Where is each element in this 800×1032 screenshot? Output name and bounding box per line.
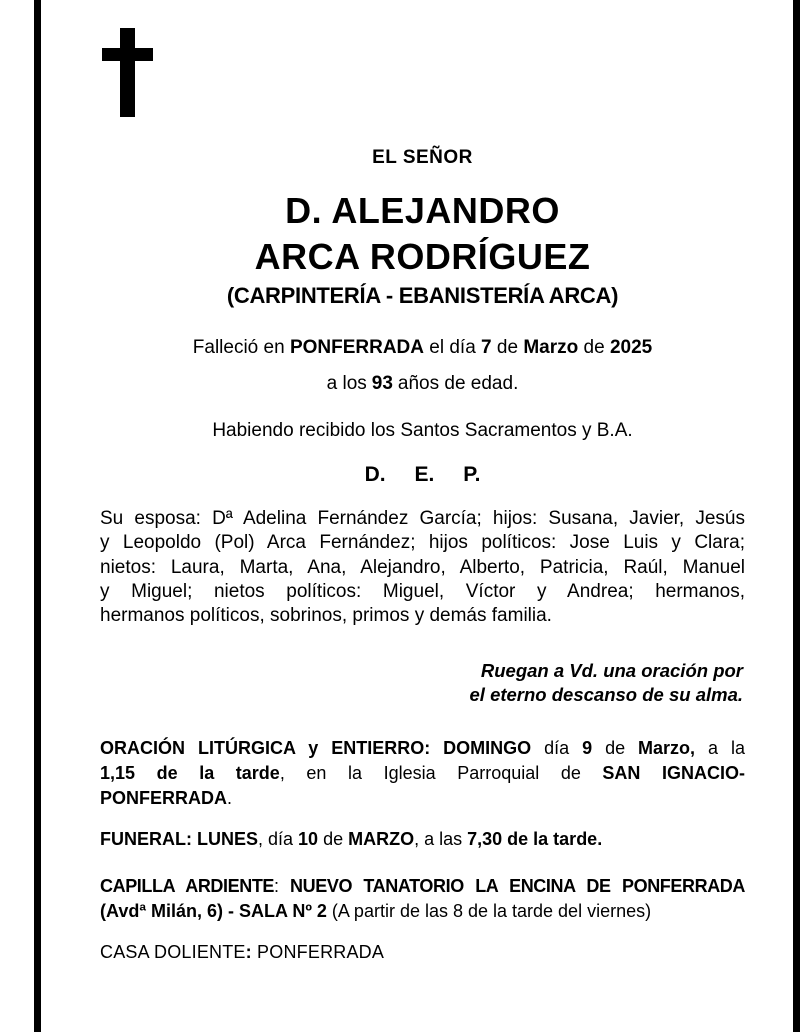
family-paragraph <box>100 507 745 628</box>
funeral-line: FUNERAL: LUNES, día 10 de MARZO, a las 7,30 de la tarde. <box>100 829 603 849</box>
honorific: EL SEÑOR <box>372 147 473 168</box>
family-line: Su esposa: Dª Adelina Fernández García; hijos: Susana, Javier, Jesús <box>100 508 745 529</box>
liturgy-line: 1,15 de la tarde, en la Iglesia Parroquial de SAN IGNACIO- <box>100 763 745 783</box>
family-line: y Leopoldo (Pol) Arca Fernández; hijos políticos: Jose Luis y Clara; <box>100 532 745 554</box>
prayer-request <box>100 659 745 707</box>
left-border-rule <box>34 0 41 1032</box>
prayer-line: Ruegan a Vd. una oración por <box>480 660 743 681</box>
business-subtitle: (CARPINTERÍA - EBANISTERÍA ARCA) <box>226 283 619 308</box>
liturgy-line: ORACIÓN LITÚRGICA y ENTIERRO: DOMINGO día 9 de Marzo, a la <box>100 738 745 758</box>
wake-chapel-line: (Avdª Milán, 6) - SALA Nº 2 (A partir de las 8 de la tarde del viernes) <box>100 900 652 921</box>
death-place-date-line: Falleció en PONFERRADA el día 7 de Marzo de 2025 <box>192 337 653 358</box>
deceased-name-line-2: ARCA RODRÍGUEZ <box>254 236 591 277</box>
deceased-name-line-1: D. ALEJANDRO <box>285 190 560 231</box>
prayer-line: el eterno descanso de su alma. <box>469 684 743 705</box>
dep-abbreviation: D. E. P. <box>364 463 481 486</box>
liturgy-line: PONFERRADA. <box>100 788 233 808</box>
wake-chapel-paragraph <box>100 874 745 923</box>
mourning-house-line: CASA DOLIENTE: PONFERRADA <box>100 942 385 962</box>
notice-body <box>100 0 745 1032</box>
wake-chapel-line: CAPILLA ARDIENTE: NUEVO TANATORIO LA ENCINA DE PONFERRADA <box>100 876 746 896</box>
age-line: a los 93 años de edad. <box>326 373 519 394</box>
family-line: hermanos políticos, sobrinos, primos y demás familia. <box>100 605 552 627</box>
family-line: nietos: Laura, Marta, Ana, Alejandro, Alberto, Patricia, Raúl, Manuel <box>100 556 745 578</box>
liturgy-burial-paragraph <box>100 736 745 811</box>
sacraments-line: Habiendo recibido los Santos Sacramentos y B.A. <box>212 420 633 441</box>
right-border-rule <box>793 0 800 1032</box>
family-line: y Miguel; nietos políticos: Miguel, Víctor y Andrea; hermanos, <box>100 580 745 602</box>
